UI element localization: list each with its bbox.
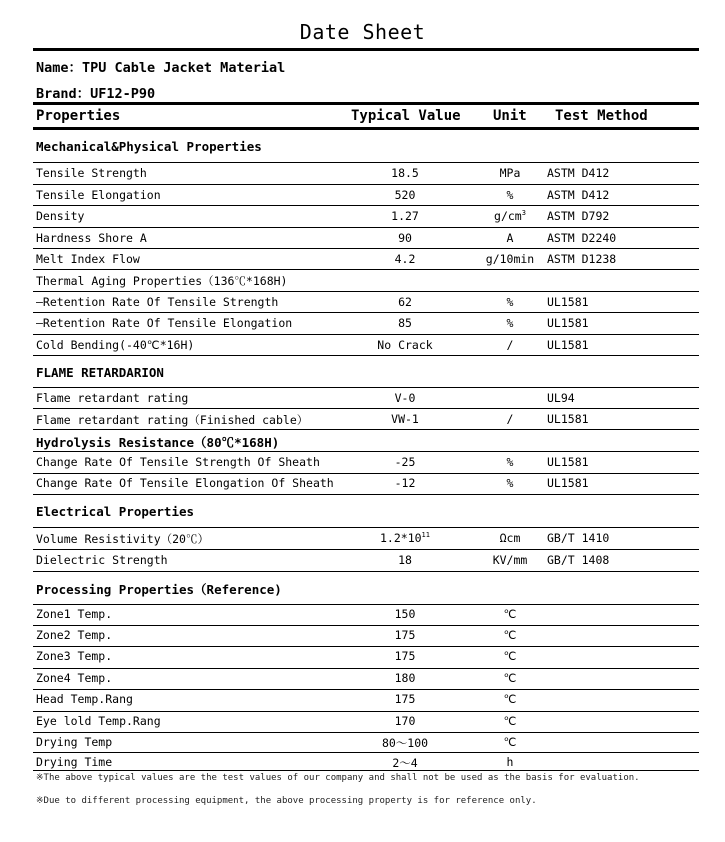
- property-cell-text: Zone1 Temp.: [36, 607, 113, 621]
- value-cell-text: 170: [394, 714, 416, 728]
- method-cell: [547, 338, 589, 352]
- unit-cell: [485, 338, 535, 352]
- method-cell: [547, 391, 575, 405]
- value-cell: [355, 166, 455, 180]
- method-cell: [547, 295, 589, 309]
- property-cell: [36, 692, 133, 706]
- unit-cell-text: ℃: [503, 649, 517, 663]
- value-cell-text: VW-1: [391, 412, 419, 426]
- value-cell: [355, 231, 455, 245]
- unit-cell-text: %: [506, 295, 514, 309]
- unit-cell: [485, 412, 535, 426]
- value-cell: [355, 628, 455, 642]
- value-cell: [355, 714, 455, 728]
- property-cell-text: Drying Time: [36, 755, 113, 769]
- value-cell: [355, 531, 455, 545]
- value-cell-text: 150: [394, 607, 416, 621]
- value-cell-text: 90: [398, 231, 412, 245]
- unit-cell-text: g/cm: [494, 209, 522, 223]
- row-divider: [33, 646, 699, 647]
- value-cell-text: 175: [394, 628, 416, 642]
- value-cell-text: -12: [394, 476, 416, 490]
- row-divider: [33, 408, 699, 409]
- method-cell-text: UL1581: [547, 476, 589, 490]
- footnote: ※Due to different processing equipment, the above processing property is for reference only.: [36, 796, 537, 806]
- value-superscript: 11: [421, 531, 430, 540]
- row-divider: [33, 494, 699, 495]
- value-cell-text: 175: [394, 649, 416, 663]
- unit-superscript: 3: [521, 209, 526, 218]
- property-cell-text: Thermal Aging Properties（136℃*168H): [36, 274, 288, 288]
- row-divider: [33, 549, 699, 550]
- property-cell-text: —Retention Rate Of Tensile Elongation: [36, 316, 293, 330]
- unit-cell-text: Ωcm: [499, 531, 521, 545]
- method-cell: [547, 553, 609, 567]
- header-properties: Properties: [36, 108, 121, 124]
- unit-cell-text: KV/mm: [492, 553, 528, 567]
- unit-cell-text: /: [506, 412, 514, 426]
- unit-cell-text: ℃: [503, 628, 517, 642]
- property-cell: [36, 607, 112, 621]
- method-cell-text: ASTM D2240: [547, 231, 617, 245]
- brand-label: Brand：: [36, 86, 91, 102]
- row-divider: [33, 625, 699, 626]
- method-cell: [547, 231, 616, 245]
- property-cell: [36, 273, 287, 289]
- unit-cell-text: ℃: [503, 692, 517, 706]
- value-cell: [355, 316, 455, 330]
- method-cell: [547, 476, 589, 490]
- page-title: Date Sheet: [299, 20, 426, 44]
- section-title: Hydrolysis Resistance（80℃*168H): [36, 435, 280, 450]
- property-cell-text: —Retention Rate Of Tensile Strength: [36, 295, 279, 309]
- property-cell-text: Density: [36, 209, 85, 223]
- value-cell: [355, 188, 455, 202]
- unit-cell-text: %: [506, 455, 514, 469]
- method-cell-text: UL1581: [547, 316, 589, 330]
- unit-cell: [485, 252, 535, 266]
- value-cell: [355, 252, 455, 266]
- unit-cell: [485, 166, 535, 180]
- section-title: Processing Properties（Reference): [36, 582, 282, 597]
- section-title: FLAME RETARDARION: [36, 365, 164, 380]
- unit-cell: [485, 531, 535, 545]
- method-cell-text: UL94: [547, 391, 575, 405]
- method-cell-text: UL1581: [547, 338, 589, 352]
- unit-cell-text: ℃: [503, 671, 517, 685]
- row-divider: [33, 711, 699, 712]
- value-cell: [355, 391, 455, 405]
- unit-cell-text: %: [506, 316, 514, 330]
- method-cell: [547, 455, 589, 469]
- name-label: Name：: [36, 60, 83, 76]
- value-cell: [355, 649, 455, 663]
- property-cell: [36, 649, 112, 663]
- property-cell: [36, 714, 161, 728]
- value-cell: [355, 455, 455, 469]
- value-cell: [355, 607, 455, 621]
- method-cell: [547, 252, 616, 266]
- row-divider: [33, 752, 699, 753]
- row-divider: [33, 205, 699, 206]
- row-divider: [33, 355, 699, 356]
- property-cell-text: Volume Resistivity（20℃）: [36, 532, 209, 546]
- value-cell: [355, 338, 455, 352]
- footnote: ※The above typical values are the test values of our company and shall not be used as the basis for evaluation.: [36, 773, 640, 783]
- unit-cell-text: %: [506, 476, 514, 490]
- property-cell-text: Zone4 Temp.: [36, 671, 113, 685]
- row-divider: [33, 689, 699, 690]
- property-cell-text: Zone2 Temp.: [36, 628, 113, 642]
- row-divider: [33, 571, 699, 572]
- method-cell: [547, 166, 609, 180]
- section-title: Mechanical&Physical Properties: [36, 139, 262, 154]
- row-divider: [33, 334, 699, 335]
- value-cell-text: 18: [398, 553, 412, 567]
- divider: [33, 102, 699, 105]
- row-divider: [33, 184, 699, 185]
- value-cell: [355, 553, 455, 567]
- property-cell: [36, 252, 140, 266]
- unit-cell: [485, 295, 535, 309]
- row-divider: [33, 604, 699, 605]
- property-cell-text: Zone3 Temp.: [36, 649, 113, 663]
- method-cell-text: UL1581: [547, 455, 589, 469]
- value-cell: [355, 692, 455, 706]
- unit-cell-text: A: [506, 231, 514, 245]
- row-divider: [33, 473, 699, 474]
- property-cell: [36, 628, 112, 642]
- method-cell-text: GB/T 1408: [547, 553, 610, 567]
- property-cell: [36, 412, 308, 428]
- unit-cell-text: %: [506, 188, 514, 202]
- method-cell-text: ASTM D412: [547, 166, 610, 180]
- property-cell: [36, 391, 188, 405]
- unit-cell: [485, 692, 535, 706]
- unit-cell: [485, 628, 535, 642]
- unit-cell: [485, 714, 535, 728]
- unit-cell: [485, 188, 535, 202]
- unit-cell: [485, 476, 535, 490]
- unit-cell: [485, 671, 535, 685]
- property-cell: [36, 295, 278, 309]
- property-cell: [36, 209, 84, 223]
- unit-cell-text: ℃: [503, 735, 517, 749]
- unit-cell-text: /: [506, 338, 514, 352]
- unit-cell-text: ℃: [503, 607, 517, 621]
- unit-cell: [485, 735, 535, 749]
- value-cell-text: -25: [394, 455, 416, 469]
- property-cell: [36, 671, 112, 685]
- method-cell-text: ASTM D412: [547, 188, 610, 202]
- property-cell: [36, 316, 292, 330]
- row-divider: [33, 429, 699, 430]
- property-cell-text: Eye lold Temp.Rang: [36, 714, 161, 728]
- row-divider: [33, 732, 699, 733]
- unit-cell: [485, 755, 535, 769]
- name-value: TPU Cable Jacket Material: [82, 60, 286, 76]
- value-cell: [355, 295, 455, 309]
- property-cell-text: Melt Index Flow: [36, 252, 140, 266]
- property-cell: [36, 755, 112, 769]
- value-cell: [355, 209, 455, 223]
- value-cell-text: 1.27: [391, 209, 419, 223]
- property-cell-text: Cold Bending(-40℃*16H): [36, 338, 195, 352]
- method-cell: [547, 531, 609, 545]
- property-cell: [36, 338, 194, 352]
- unit-cell: [485, 553, 535, 567]
- method-cell: [547, 412, 589, 426]
- row-divider: [33, 227, 699, 228]
- property-cell: [36, 231, 147, 245]
- header-test-method: Test Method: [555, 108, 648, 124]
- value-cell-text: 85: [398, 316, 412, 330]
- unit-cell: [485, 455, 535, 469]
- property-cell-text: Flame retardant rating: [36, 391, 189, 405]
- value-cell-text: 4.2: [394, 252, 416, 266]
- value-cell-text: 175: [394, 692, 416, 706]
- row-divider: [33, 291, 699, 292]
- property-cell-text: Dielectric Strength: [36, 553, 168, 567]
- header-unit: Unit: [493, 108, 527, 124]
- method-cell-text: GB/T 1410: [547, 531, 610, 545]
- method-cell: [547, 188, 609, 202]
- unit-cell: [485, 649, 535, 663]
- row-divider: [33, 248, 699, 249]
- value-cell-text: 2～4: [392, 756, 418, 770]
- method-cell: [547, 209, 609, 223]
- unit-cell-text: ℃: [503, 714, 517, 728]
- divider: [33, 127, 699, 130]
- value-cell-text: 180: [394, 671, 416, 685]
- value-cell: [355, 735, 455, 751]
- value-cell: [355, 755, 455, 771]
- unit-cell-text: g/10min: [485, 252, 535, 266]
- value-cell-text: 520: [394, 188, 416, 202]
- value-cell-text: 62: [398, 295, 412, 309]
- row-divider: [33, 387, 699, 388]
- property-cell-text: Change Rate Of Tensile Strength Of Sheath: [36, 455, 320, 469]
- unit-cell: [485, 209, 535, 223]
- method-cell-text: ASTM D1238: [547, 252, 617, 266]
- property-cell: [36, 553, 168, 567]
- property-cell: [36, 188, 161, 202]
- property-cell: [36, 531, 209, 547]
- row-divider: [33, 451, 699, 452]
- row-divider: [33, 668, 699, 669]
- unit-cell: [485, 607, 535, 621]
- property-cell-text: Flame retardant rating（Finished cable）: [36, 413, 309, 427]
- property-cell: [36, 476, 334, 490]
- method-cell-text: UL1581: [547, 295, 589, 309]
- brand-value: UF12-P90: [90, 86, 156, 102]
- method-cell-text: ASTM D792: [547, 209, 610, 223]
- unit-cell: [485, 316, 535, 330]
- row-divider: [33, 162, 699, 163]
- method-cell: [547, 316, 589, 330]
- property-cell-text: Tensile Elongation: [36, 188, 161, 202]
- property-cell-text: Head Temp.Rang: [36, 692, 133, 706]
- section-title: Electrical Properties: [36, 504, 195, 519]
- value-cell-text: 18.5: [391, 166, 419, 180]
- method-cell-text: UL1581: [547, 412, 589, 426]
- value-cell-text: No Crack: [377, 338, 433, 352]
- value-cell: [355, 671, 455, 685]
- property-cell-text: Drying Temp: [36, 735, 113, 749]
- value-cell: [355, 476, 455, 490]
- property-cell-text: Change Rate Of Tensile Elongation Of Sheath: [36, 476, 334, 490]
- property-cell: [36, 455, 320, 469]
- unit-cell: [485, 231, 535, 245]
- row-divider: [33, 269, 699, 270]
- property-cell: [36, 166, 147, 180]
- row-divider: [33, 312, 699, 313]
- property-cell-text: Hardness Shore A: [36, 231, 147, 245]
- value-cell-text: 80～100: [381, 736, 429, 750]
- unit-cell-text: h: [506, 755, 514, 769]
- header-typical-value: Typical Value: [351, 108, 461, 124]
- value-cell-text: V-0: [394, 391, 416, 405]
- value-cell-text: 1.2*10: [380, 531, 422, 545]
- property-cell-text: Tensile Strength: [36, 166, 147, 180]
- row-divider: [33, 770, 699, 771]
- value-cell: [355, 412, 455, 426]
- property-cell: [36, 735, 112, 749]
- row-divider: [33, 527, 699, 528]
- unit-cell-text: MPa: [499, 166, 521, 180]
- divider: [33, 48, 699, 51]
